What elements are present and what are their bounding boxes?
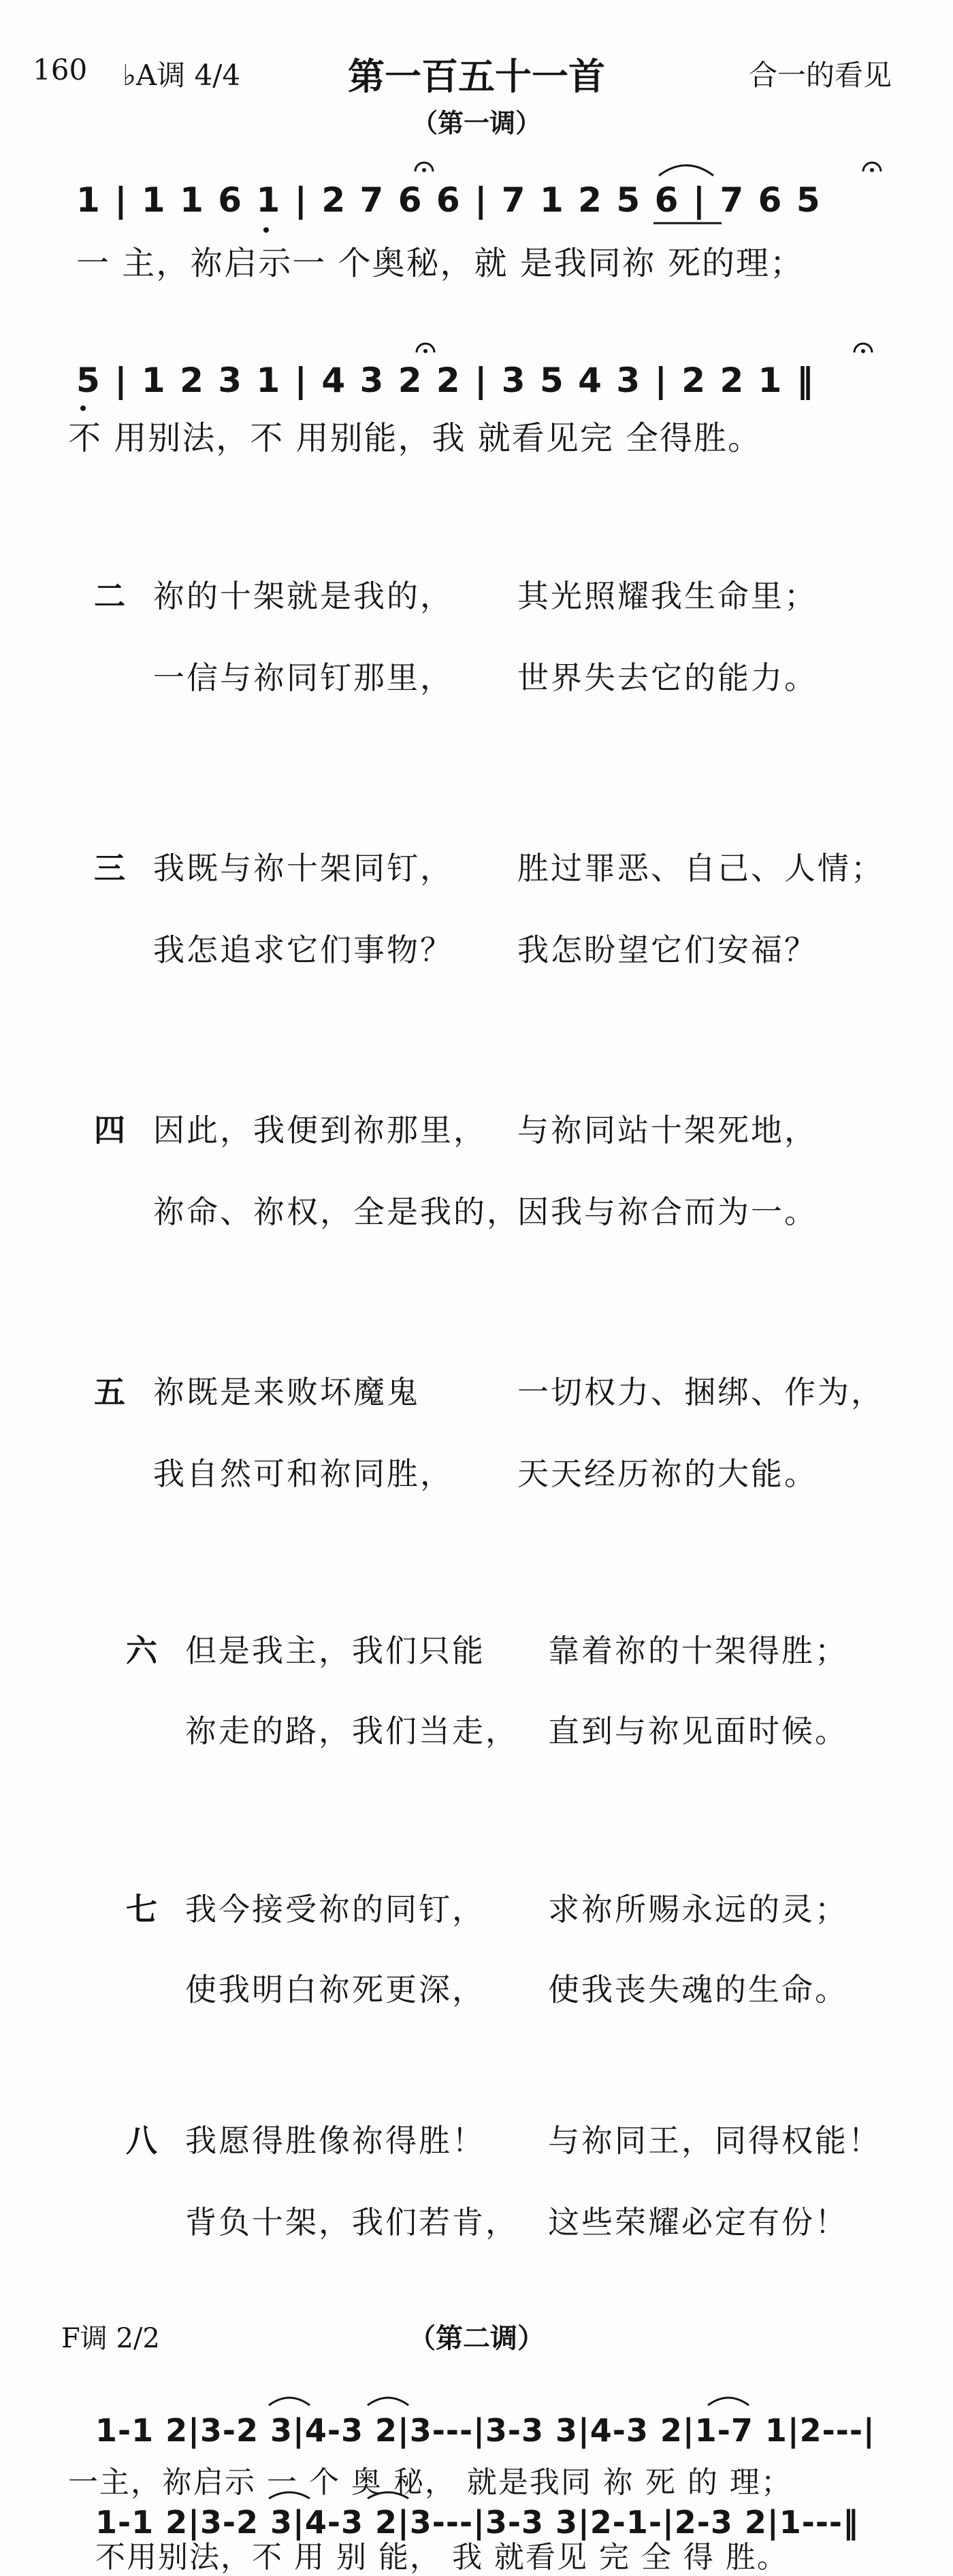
- tune1-row1-notes: 1 | 1 1 6 1 | 2 7 6 6 | 7 1 2 5 6 | 7 6 5: [76, 180, 822, 220]
- key-signature: ♭A调 4/4: [123, 59, 241, 92]
- verse-line: 靠着祢的十架得胜；: [548, 1632, 848, 1669]
- tune2-key-signature: F调 2/2: [61, 2323, 160, 2354]
- verse-line: 我自然可和祢同胜，: [153, 1455, 453, 1492]
- verse-line: 祢命、祢权，全是我的，: [153, 1193, 520, 1230]
- verse-line: 但是我主，我们只能: [185, 1632, 485, 1669]
- tune2-row2-notes: 1-1 2|3-2 3|4-3 2|3---|3-3 3|2-1-|2-3 2|1---‖: [95, 2504, 860, 2541]
- tune2-row1-lyrics: 一主，祢启示 一 个 奥 秘， 就是我同 祢 死 的 理；: [68, 2465, 792, 2500]
- verse-line: 直到与祢见面时候。: [548, 1713, 848, 1749]
- verse-line: 我愿得胜像祢得胜！: [185, 2122, 485, 2159]
- tune1-row2-notes: 5 | 1 2 3 1 | 4 3 2 2 | 3 5 4 3 | 2 2 1 ‖: [76, 361, 815, 400]
- verse-line: 我既与祢十架同钉，: [153, 850, 453, 887]
- verse-line: 其光照耀我生命里；: [517, 578, 818, 614]
- verse-line: 与祢同王，同得权能！: [548, 2122, 882, 2159]
- hymn-title: 第一百五十一首: [348, 54, 605, 98]
- verse-line: 祢走的路，我们当走，: [185, 1713, 519, 1749]
- page-number: 160: [33, 53, 88, 86]
- verse-label: 七: [126, 1891, 157, 1928]
- tune1-row2-lyrics: 不 用别法，不 用别能，我 就看见完 全得胜。: [68, 419, 762, 457]
- verse-line: 使我明白祢死更深，: [185, 1971, 485, 2008]
- verse-line: 背负十架，我们若肯，: [185, 2204, 519, 2241]
- verse-line: 祢的十架就是我的，: [153, 578, 453, 614]
- verse-line: 我怎追求它们事物？: [153, 931, 453, 968]
- verse-line: 因此，我便到祢那里，: [153, 1112, 487, 1149]
- tune-label-second: （第二调）: [408, 2322, 545, 2354]
- verse-label: 五: [94, 1374, 125, 1410]
- verse-line: 我怎盼望它们安福？: [517, 931, 818, 968]
- verse-line: 因我与祢合而为一。: [517, 1193, 818, 1230]
- hymn-category: 合一的看见: [749, 59, 892, 92]
- verse-label: 六: [126, 1632, 157, 1669]
- verse-label: 八: [126, 2122, 157, 2159]
- tune2-row1-notes: 1-1 2|3-2 3|4-3 2|3---|3-3 3|4-3 2|1-7 1|2---|: [95, 2412, 875, 2449]
- verse-line: 这些荣耀必定有份！: [548, 2204, 848, 2241]
- tune2-row1-marks: [0, 2392, 953, 2446]
- verse-label: 三: [94, 850, 125, 887]
- tune2-row2-marks: [0, 2485, 953, 2512]
- verse-line: 世界失去它的能力。: [517, 659, 818, 696]
- verse-line: 一切权力、捆绑、作为，: [517, 1374, 884, 1410]
- verse-line: 使我丧失魂的生命。: [548, 1971, 848, 2008]
- verse-line: 胜过罪恶、自己、人情；: [517, 850, 884, 887]
- tune2-row2-lyrics: 不用别法，不 用 别 能， 我 就看见 完 全 得 胜。: [95, 2540, 788, 2575]
- tune-label-first: （第一调）: [411, 108, 541, 138]
- verse-line: 我今接受祢的同钉，: [185, 1891, 485, 1928]
- verse-line: 天天经历祢的大能。: [517, 1455, 818, 1492]
- tune1-row1-lyrics: 一 主，祢启示一 个奥秘，就 是我同祢 死的理；: [76, 244, 805, 282]
- verse-line: 一信与祢同钉那里，: [153, 659, 453, 696]
- verse-label: 二: [94, 578, 125, 614]
- verse-line: 与祢同站十架死地，: [517, 1112, 818, 1149]
- verse-label: 四: [94, 1112, 125, 1149]
- verse-line: 祢既是来败坏魔鬼: [153, 1374, 420, 1410]
- verse-line: 求祢所赐永远的灵；: [548, 1891, 848, 1928]
